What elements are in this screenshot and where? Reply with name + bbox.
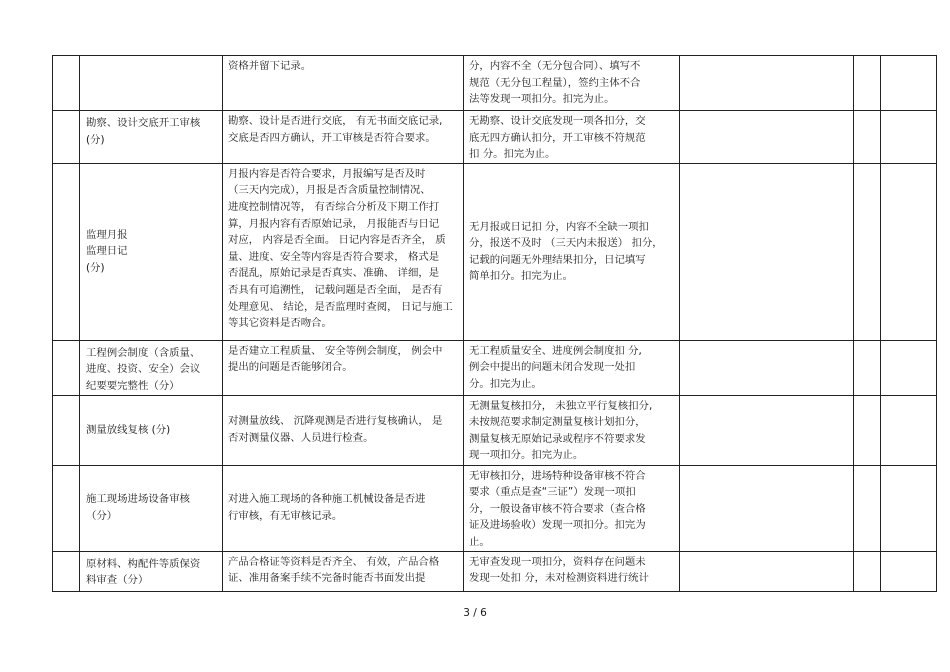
blank-cell	[680, 340, 854, 395]
blank-cell	[53, 465, 80, 551]
content-cell	[223, 551, 464, 591]
cell-text-line: 纪要要完整性（分）	[86, 379, 180, 392]
blank-cell	[53, 163, 80, 340]
cell-text-line: 对进入施工现场的各种施工机械设备是否进	[228, 493, 426, 506]
cell-text-line: （三天内完成），月报是否含质量控制情况、	[228, 184, 431, 197]
cell-text-line: 扣 分。扣完为止。	[469, 148, 556, 161]
cell-text-line: (分)	[86, 133, 105, 146]
blank-cell	[680, 56, 854, 111]
cell-text-line: 否具有可追溯性， 记载问题是否全面， 是否有	[228, 283, 443, 296]
cell-text-line: 无测量复核扣分， 未独立平行复核扣分,	[469, 399, 653, 412]
cell-text-line: 无审查发现一项扣分，资料存在问题未	[469, 555, 646, 568]
cell-text-line: 对测量放线、 沉降观测是否进行复核确认， 是	[228, 415, 443, 428]
item-cell	[80, 551, 223, 591]
method-cell	[464, 111, 680, 164]
content-cell	[223, 111, 464, 164]
blank-cell	[881, 395, 937, 465]
blank-cell	[854, 395, 881, 465]
cell-text-line: 无工程质量安全、进度例会制度扣 分,	[469, 344, 642, 357]
blank-cell	[881, 111, 937, 164]
cell-text-line: 勘察、设计是否进行交底， 有无书面交底记录,	[228, 115, 443, 127]
blank-cell	[854, 111, 881, 164]
blank-cell	[53, 340, 80, 395]
table-row	[53, 56, 937, 111]
cell-text-line: 工程例会制度（含质量、	[86, 346, 201, 359]
method-cell	[464, 395, 680, 465]
content-cell	[223, 56, 464, 111]
cell-text-line: 无月报或日记扣 分，内容不全缺一项扣	[469, 220, 649, 233]
blank-cell	[881, 551, 937, 591]
cell-text-line: 分，报送不及时 （三天内未报送） 扣分，	[469, 237, 663, 250]
method-cell	[464, 465, 680, 551]
cell-text-line: 量、进度、安全等内容是否符合要求， 格式是	[228, 250, 440, 263]
blank-cell	[53, 111, 80, 164]
method-cell	[464, 551, 680, 591]
cell-text-line: 测量复核无原始记录或程序不符要求发	[469, 432, 646, 445]
blank-cell	[680, 111, 854, 164]
table-row	[53, 465, 937, 551]
cell-text-line: 处理意见、 结论，是否监理时查阅， 日记与施工	[228, 300, 453, 313]
cell-text-line: 进度控制情况等， 有否综合分析及下期工作打	[228, 200, 440, 213]
blank-cell	[854, 340, 881, 395]
cell-text-line: 止。	[469, 535, 490, 548]
cell-text-line: 底无四方确认扣分，开工审核不符规范	[469, 131, 646, 144]
cell-text-line: 监理月报	[86, 228, 128, 241]
cell-text-line: 证、准用备案手续不完备时能否书面发出提	[228, 572, 426, 585]
cell-text-line: 原材料、构配件等质保资	[86, 557, 201, 570]
blank-cell	[854, 465, 881, 551]
table-row	[53, 111, 937, 164]
item-cell	[80, 163, 223, 340]
blank-cell	[854, 56, 881, 111]
cell-text-line: 对应， 内容是否全面。 日记内容是否齐全， 质	[228, 234, 446, 247]
cell-text-line: 是否建立工程质量、 安全等例会制度， 例会中	[228, 344, 443, 357]
cell-text-line: 算，月报内容有否原始记录， 月报能否与日记	[228, 217, 440, 230]
cell-text-line: 法等发现一项扣分。扣完为止。	[469, 93, 615, 106]
cell-text-line: 未按规范要求制定测量复核计划扣分，	[469, 416, 646, 429]
cell-text-line: 分，一般设备审核不符合要求（查合格	[469, 502, 646, 515]
cell-text-line: 勘察、设计交底开工审核	[86, 117, 201, 129]
cell-text-line: 要求（重点是查“三证”）发现一项扣	[469, 486, 636, 499]
blank-cell	[881, 465, 937, 551]
cell-text-line: 无审核扣分，进场特种设备审核不符合	[469, 469, 646, 482]
content-cell	[223, 340, 464, 395]
cell-text-line: (分)	[86, 262, 105, 275]
blank-cell	[854, 551, 881, 591]
blank-cell	[881, 163, 937, 340]
cell-text-line: 提出的问题是否能够闭合。	[228, 361, 353, 374]
blank-cell	[680, 465, 854, 551]
cell-text-line: 产品合格证等资料是否齐全、 有效，产品合格	[228, 555, 440, 568]
cell-text-line: 行审核，有无审核记录。	[228, 510, 343, 523]
cell-text-line: 否混乱，原始记录是否真实、准确、 详细，是	[228, 267, 440, 280]
cell-text-line: 进度、投资、安全）会议	[86, 363, 201, 376]
cell-text-line: 否对测量仪器、人员进行检查。	[228, 432, 374, 445]
cell-text-line: 月报内容是否符合要求，月报编写是否及时	[228, 167, 426, 180]
table-row	[53, 395, 937, 465]
page-number: 3 / 6	[463, 607, 487, 619]
content-cell	[223, 395, 464, 465]
blank-cell	[854, 163, 881, 340]
blank-cell	[881, 56, 937, 111]
cell-text-line: 施工现场进场设备审核	[86, 493, 190, 506]
table-row	[53, 551, 937, 591]
cell-text-line: 料审查（分）	[86, 574, 149, 587]
method-cell	[464, 340, 680, 395]
content-cell	[223, 163, 464, 340]
item-cell	[80, 395, 223, 465]
cell-text-line: 监理日记	[86, 245, 128, 258]
blank-cell	[680, 551, 854, 591]
cell-text-line: 测量放线复核 (分)	[86, 423, 171, 436]
blank-cell	[53, 395, 80, 465]
cell-text-line: 分。扣完为止。	[469, 377, 542, 390]
blank-cell	[53, 551, 80, 591]
cell-text-line: 例会中提出的问题未闭合发现一处扣	[469, 361, 636, 374]
item-cell	[80, 465, 223, 551]
blank-cell	[680, 395, 854, 465]
cell-text-line: 发现一处扣 分，未对检测资料进行统计	[469, 572, 649, 585]
table-row	[53, 163, 937, 340]
blank-cell	[680, 163, 854, 340]
cell-text-line: 交底是否四方确认，开工审核是否符合要求。	[228, 131, 436, 144]
item-cell	[80, 111, 223, 164]
table-row	[53, 340, 937, 395]
cell-text-line: 无勘察、设计交底发现一项各扣分，交	[469, 115, 646, 127]
cell-text-line: 简单扣分。扣完为止。	[469, 270, 573, 283]
cell-text-line: 证及进场验收）发现一项扣分。扣完为	[469, 519, 646, 532]
cell-text-line: 资格并留下记录。	[228, 60, 312, 72]
cell-text-line: 现一项扣分。扣完为止。	[469, 449, 584, 462]
cell-text-line: 等其它资料是否吻合。	[228, 317, 332, 330]
method-cell	[464, 56, 680, 111]
item-cell	[80, 340, 223, 395]
cell-text-line: 规范（无分包工程量），签约主体不合	[469, 76, 641, 89]
cell-text-line: （分）	[86, 510, 118, 523]
cell-text-line: 记载的问题无外理结果扣分，日记填写	[469, 253, 646, 266]
inspection-table	[52, 55, 937, 592]
blank-cell	[53, 56, 80, 111]
method-cell	[464, 163, 680, 340]
blank-cell	[881, 340, 937, 395]
cell-text-line: 分，内容不全（无分包合同）、填写不	[469, 60, 641, 72]
item-cell	[80, 56, 223, 111]
content-cell	[223, 465, 464, 551]
